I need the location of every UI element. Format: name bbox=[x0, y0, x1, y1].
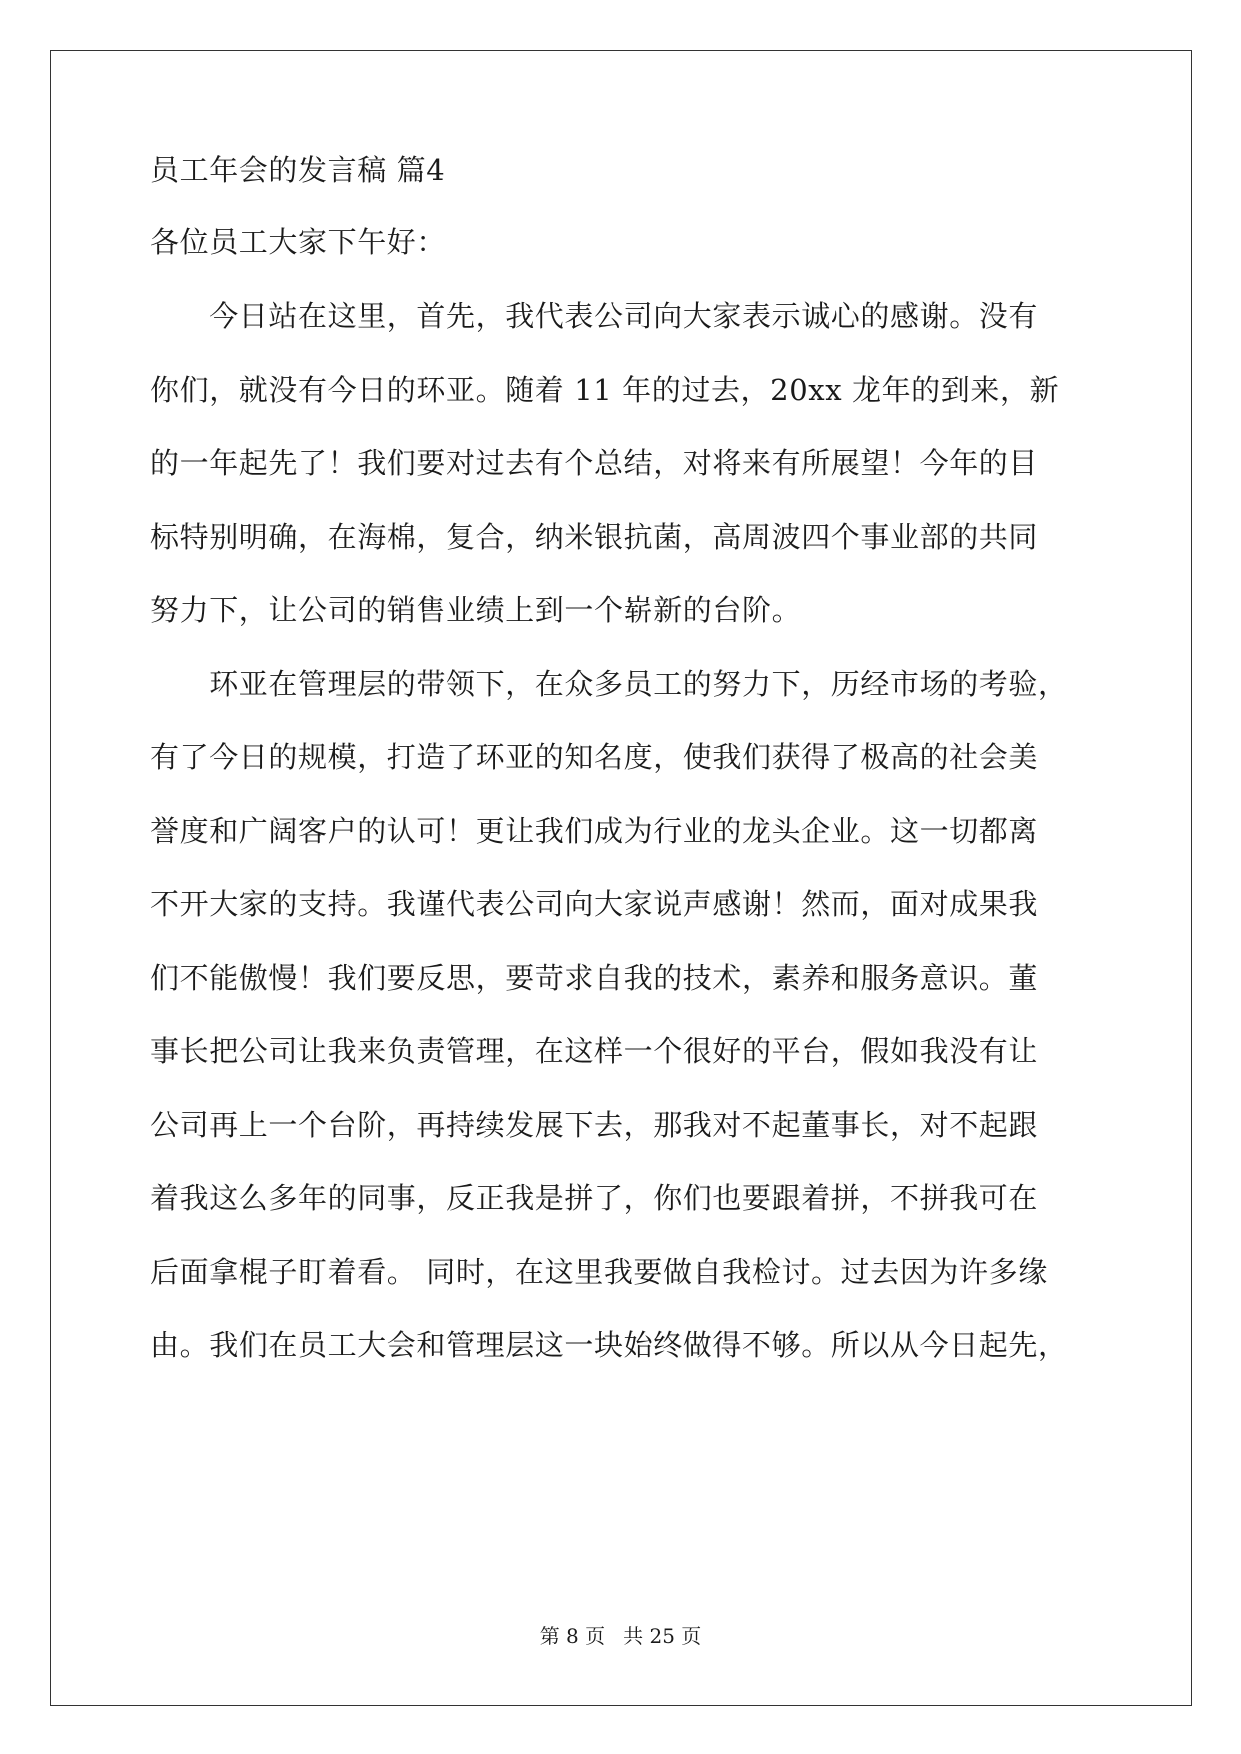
body-line: 着我这么多年的同事，反正我是拼了，你们也要跟着拼，不拼我可在 bbox=[150, 1181, 1039, 1215]
body-line: 后面拿棍子盯着看。 同时，在这里我要做自我检讨。过去因为许多缘 bbox=[150, 1255, 1048, 1289]
body-line: 今日站在这里，首先，我代表公司向大家表示诚心的感谢。没有 bbox=[150, 299, 1039, 333]
body-line: 有了今日的规模，打造了环亚的知名度，使我们获得了极高的社会美 bbox=[150, 740, 1039, 774]
body-line: 的一年起先了！我们要对过去有个总结，对将来有所展望！今年的目 bbox=[150, 446, 1039, 480]
salutation: 各位员工大家下午好： bbox=[150, 225, 447, 259]
body-line: 努力下，让公司的销售业绩上到一个崭新的台阶。 bbox=[150, 593, 802, 627]
body-line: 事长把公司让我来负责管理，在这样一个很好的平台，假如我没有让 bbox=[150, 1034, 1039, 1068]
page-footer bbox=[0, 1623, 1241, 1649]
document-title: 员工年会的发言稿 篇4 bbox=[150, 153, 446, 187]
body-line: 标特别明确，在海棉，复合，纳米银抗菌，高周波四个事业部的共同 bbox=[150, 520, 1039, 554]
body-line: 们不能傲慢！我们要反思，要苛求自我的技术，素养和服务意识。董 bbox=[150, 961, 1039, 995]
page-number: 第 8 页 bbox=[539, 1624, 606, 1648]
body-line: 由。我们在员工大会和管理层这一块始终做得不够。所以从今日起先， bbox=[150, 1328, 1068, 1362]
body-line: 你们，就没有今日的环亚。随着 11 年的过去，20xx 龙年的到来，新 bbox=[150, 373, 1060, 407]
body-line: 誉度和广阔客户的认可！更让我们成为行业的龙头企业。这一切都离 bbox=[150, 814, 1039, 848]
page-total: 共 25 页 bbox=[623, 1624, 702, 1648]
body-line: 环亚在管理层的带领下，在众多员工的努力下，历经市场的考验， bbox=[150, 667, 1068, 701]
body-line: 公司再上一个台阶，再持续发展下去，那我对不起董事长，对不起跟 bbox=[150, 1108, 1039, 1142]
body-line: 不开大家的支持。我谨代表公司向大家说声感谢！然而，面对成果我 bbox=[150, 887, 1039, 921]
